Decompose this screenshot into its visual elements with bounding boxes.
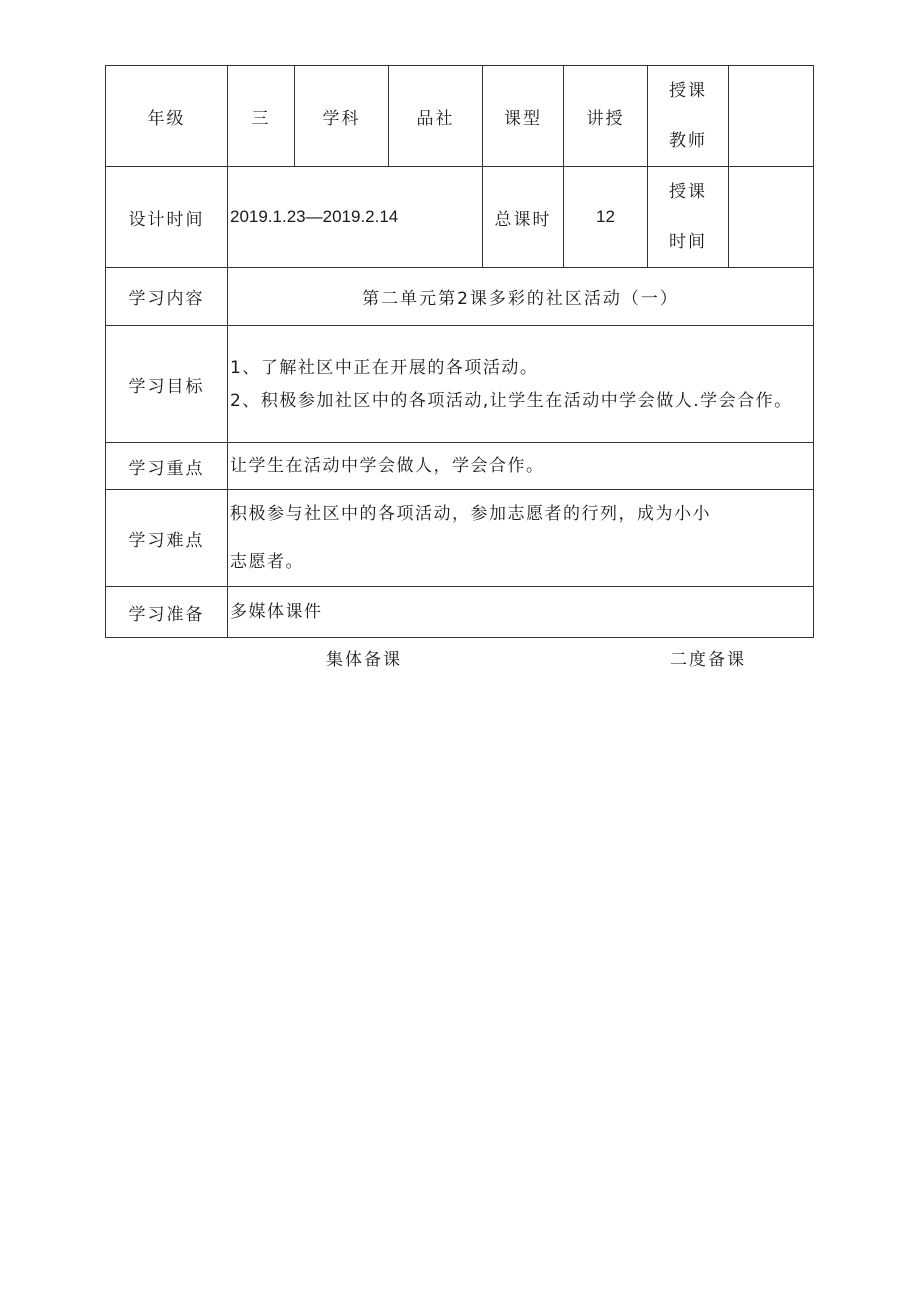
goals-line1: 1、了解社区中正在开展的各项活动。 bbox=[230, 358, 539, 378]
difficulties-label: 学习难点 bbox=[106, 490, 228, 587]
grade-value: 三 bbox=[228, 66, 295, 167]
teacher-label-line2: 教师 bbox=[669, 131, 707, 151]
subject-value: 品社 bbox=[389, 66, 483, 167]
teach-time-value bbox=[729, 167, 814, 268]
preparation-value: 多媒体课件 bbox=[228, 587, 814, 638]
difficulties-value bbox=[228, 490, 814, 587]
goals-value bbox=[228, 326, 814, 443]
content-label: 学习内容 bbox=[106, 268, 228, 326]
teach-time-label-line2: 时间 bbox=[669, 232, 707, 252]
table-row-difficulties bbox=[106, 490, 814, 587]
teach-time-label-line1: 授课 bbox=[669, 182, 707, 202]
table-row-grade bbox=[106, 66, 814, 167]
design-time-value: 2019.1.23—2019.2.14 bbox=[228, 167, 483, 268]
goals-label: 学习目标 bbox=[106, 326, 228, 443]
subject-label: 学科 bbox=[295, 66, 389, 167]
preparation-label: 学习准备 bbox=[106, 587, 228, 638]
table-row-content bbox=[106, 268, 814, 326]
content-value: 第二单元第2课多彩的社区活动（一） bbox=[228, 268, 814, 326]
key-points-value: 让学生在活动中学会做人，学会合作。 bbox=[228, 443, 814, 490]
teacher-label-line1: 授课 bbox=[669, 81, 707, 101]
teach-time-label bbox=[648, 167, 729, 268]
key-points-label: 学习重点 bbox=[106, 443, 228, 490]
grade-label: 年级 bbox=[106, 66, 228, 167]
table-row-preparation bbox=[106, 587, 814, 638]
lesson-type-label: 课型 bbox=[483, 66, 564, 167]
table-row-goals bbox=[106, 326, 814, 443]
table-row-key-points bbox=[106, 443, 814, 490]
lesson-type-value: 讲授 bbox=[564, 66, 648, 167]
total-hours-label: 总课时 bbox=[483, 167, 564, 268]
collective-prep-heading: 集体备课 bbox=[326, 650, 402, 670]
teacher-value bbox=[729, 66, 814, 167]
total-hours-value: 12 bbox=[564, 167, 648, 268]
design-time-label: 设计时间 bbox=[106, 167, 228, 268]
difficulties-line1: 积极参与社区中的各项活动，参加志愿者的行列，成为小小 bbox=[230, 504, 711, 524]
difficulties-line2: 志愿者。 bbox=[230, 552, 304, 572]
second-prep-heading: 二度备课 bbox=[670, 650, 746, 670]
goals-line2: 2、积极参加社区中的各项活动,让学生在活动中学会做人.学会合作。 bbox=[230, 391, 793, 411]
lesson-plan-table bbox=[105, 65, 814, 638]
teacher-label bbox=[648, 66, 729, 167]
table-row-design-time bbox=[106, 167, 814, 268]
